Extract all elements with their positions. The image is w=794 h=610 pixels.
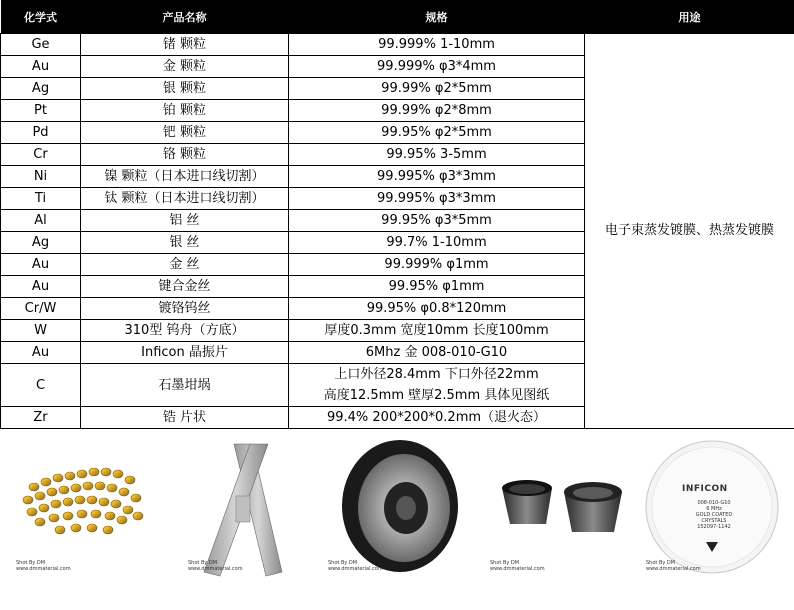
formula-cell: W [1,320,81,342]
header-product: 产品名称 [81,0,289,34]
gold-pellets-photo [10,432,158,582]
spec-cell: 99.7% 1-10mm [289,232,585,254]
table-row [1,34,794,56]
usage-cell: 电子束蒸发镀膜、热蒸发镀膜 [585,34,794,429]
product-cell: 310型 钨舟（方底） [81,320,289,342]
formula-cell: Au [1,56,81,78]
product-cell: 铬 颗粒 [81,144,289,166]
product-cell: 锗 颗粒 [81,34,289,56]
product-cell: 银 丝 [81,232,289,254]
spec-cell: 99.99% φ2*8mm [289,100,585,122]
formula-cell: Ni [1,166,81,188]
product-cell: Inficon 晶振片 [81,342,289,364]
inficon-crystal-photo [642,432,782,582]
spec-cell: 99.995% φ3*3mm [289,166,585,188]
spec-cell [289,364,585,407]
header-usage: 用途 [585,0,794,34]
header-formula: 化学式 [1,0,81,34]
table-header-row [1,0,794,34]
formula-cell: Pd [1,122,81,144]
photo-caption: Shot By DM www.dmmaterial.com [646,560,701,572]
spec-cell: 99.95% φ1mm [289,276,585,298]
spec-cell: 99.999% φ1mm [289,254,585,276]
formula-cell: Cr [1,144,81,166]
wire-spool-photo [322,432,474,582]
formula-cell: Ge [1,34,81,56]
formula-cell: C [1,364,81,407]
crystal-label: 008-010-G10 6 MHz GOLD COATED CRYSTALS 152097-1142 [695,500,733,530]
formula-cell: Pt [1,100,81,122]
spec-cell: 99.95% 3-5mm [289,144,585,166]
formula-cell: Zr [1,407,81,429]
spec-cell: 99.4% 200*200*0.2mm（退火态） [289,407,585,429]
product-cell: 金 丝 [81,254,289,276]
spec-cell: 99.95% φ3*5mm [289,210,585,232]
inficon-logo: INFICON [682,484,728,494]
spec-line-2: 高度12.5mm 壁厚2.5mm 具体见图纸 [323,388,550,403]
spec-cell: 6Mhz 金 008-010-G10 [289,342,585,364]
product-cell: 键合金丝 [81,276,289,298]
formula-cell: Au [1,254,81,276]
photo-caption: Shot By DM www.dmmaterial.com [328,560,383,572]
spec-cell: 99.95% φ0.8*120mm [289,298,585,320]
product-cell: 金 颗粒 [81,56,289,78]
formula-cell: Ag [1,232,81,254]
header-spec: 规格 [289,0,585,34]
spec-cell: 99.995% φ3*3mm [289,188,585,210]
spec-cell: 99.999% 1-10mm [289,34,585,56]
spec-cell: 99.999% φ3*4mm [289,56,585,78]
product-photos [0,432,794,610]
product-cell: 镀铬钨丝 [81,298,289,320]
formula-cell: Au [1,276,81,298]
product-cell: 钯 颗粒 [81,122,289,144]
spec-cell: 99.99% φ2*5mm [289,78,585,100]
photo-caption: Shot By DM www.dmmaterial.com [188,560,243,572]
formula-cell: Au [1,342,81,364]
photo-caption: Shot By DM www.dmmaterial.com [490,560,545,572]
product-cell: 铝 丝 [81,210,289,232]
spec-line-1: 上口外径28.4mm 下口外径22mm [334,367,539,382]
formula-cell: Al [1,210,81,232]
formula-cell: Cr/W [1,298,81,320]
product-cell: 锆 片状 [81,407,289,429]
spec-cell: 厚度0.3mm 宽度10mm 长度100mm [289,320,585,342]
formula-cell: Ti [1,188,81,210]
spec-cell: 99.95% φ2*5mm [289,122,585,144]
formula-cell: Ag [1,78,81,100]
product-cell: 银 颗粒 [81,78,289,100]
tungsten-boat-photo [178,432,306,582]
graphite-crucible-photo [488,432,634,582]
product-cell: 镍 颗粒（日本进口线切割） [81,166,289,188]
photo-caption: Shot By DM www.dmmaterial.com [16,560,71,572]
product-cell: 铂 颗粒 [81,100,289,122]
product-cell: 石墨坩埚 [81,364,289,407]
product-cell: 钛 颗粒（日本进口线切割） [81,188,289,210]
